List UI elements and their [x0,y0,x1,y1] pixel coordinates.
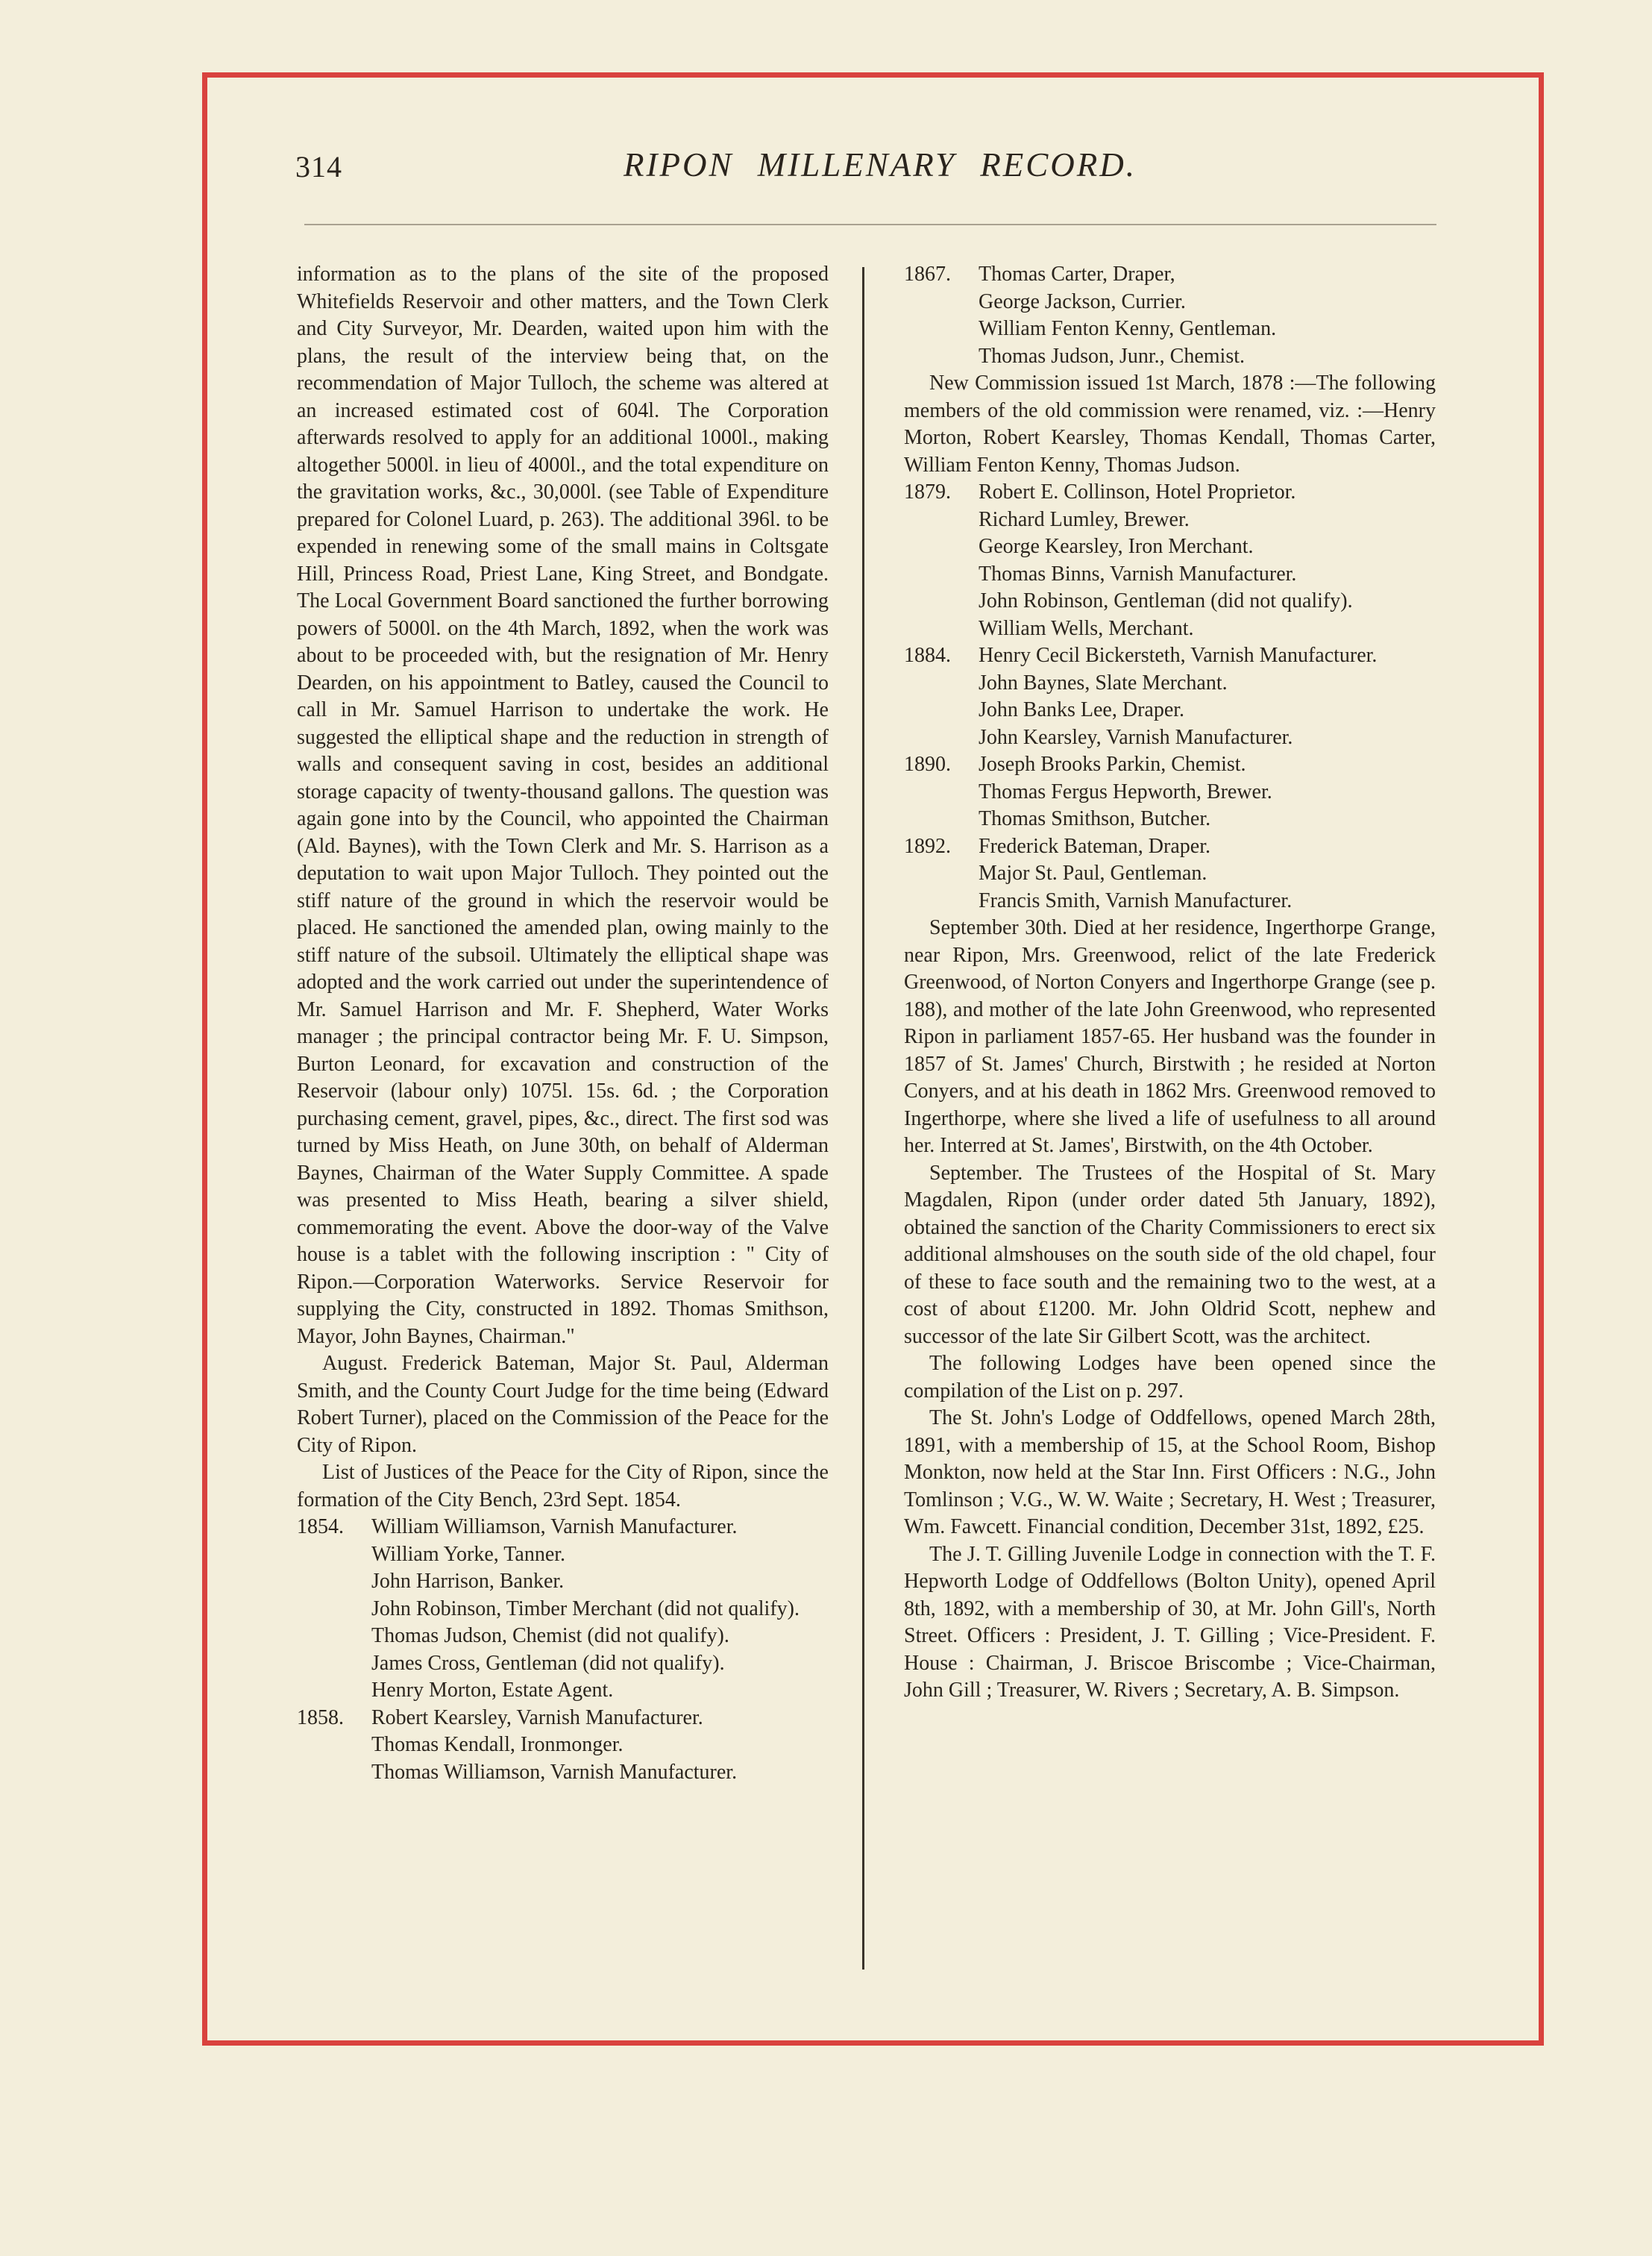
justice-name: Henry Morton, Estate Agent. [371,1679,614,1702]
entry-year: 1867. [904,263,951,286]
entry-year: 1890. [904,753,951,776]
justice-name: Thomas Fergus Hepworth, Brewer. [979,780,1272,803]
justice-name: Thomas Smithson, Butcher. [979,807,1211,830]
justice-name: Henry Cecil Bickersteth, Varnish Manufacturer. [979,644,1378,667]
justices-entry-1854 [297,1514,829,1705]
justice-name: Thomas Judson, Chemist (did not qualify). [371,1624,729,1647]
justice-name: Robert Kearsley, Varnish Manufacturer. [371,1705,703,1729]
greenwood-obituary-paragraph: September 30th. Died at her residence, Ingerthorpe Grange, near Ripon, Mrs. Greenwood, relict of the late Frederick Greenwood, of Norton Conyers and Ingerthorpe Grange (see p. 188), and mother of the late John Greenwood, who represented Ripon in parliament 1857-65. Her husband was the founder in 1857 of St. James' Church, Birstwith ; he resided at Norton Conyers, and at his death in 1862 Mrs. Greenwood removed to Ingerthorpe, where she lived a life of usefulness to all around her. Interred at St. James', Birstwith, on the 4th October. [904,916,1436,1157]
justices-entry-1890 [904,751,1436,833]
justice-name: John Kearsley, Varnish Manufacturer. [979,725,1293,749]
justice-name: Thomas Judson, Junr., Chemist. [979,344,1246,368]
justice-name: John Robinson, Gentleman (did not qualify). [979,589,1353,612]
st-johns-lodge-paragraph: The St. John's Lodge of Oddfellows, opened March 28th, 1891, with a membership of 15, at the School Room, Bishop Monkton, now held at the Star Inn. First Officers : N.G., John Tomlinson ; V.G., W. W. Waite ; Secretary, H. West ; Treasurer, Wm. Fawcett. Financial condition, December 31st, 1892, £25. [904,1406,1436,1538]
justice-name: William Williamson, Varnish Manufacturer. [371,1515,738,1538]
entry-year: 1884. [904,644,951,667]
new-commission-paragraph: New Commission issued 1st March, 1878 :—The following members of the old commission were renamed, viz. :—Henry Morton, Robert Kearsley, Thomas Kendall, Thomas Carter, William Fenton Kenny, Thomas Judson. [904,372,1436,477]
almshouses-paragraph: September. The Trustees of the Hospital of St. Mary Magdalen, Ripon (under order dated 5th January, 1892), obtained the sanction of the Charity Commissioners to erect six additional almshouses on the south side of the old chapel, four of these to face south and the remaining two to the west, at a cost of about £1200. Mr. John Oldrid Scott, nephew and successor of the late Sir Gilbert Scott, was the architect. [904,1161,1436,1348]
justice-name: George Jackson, Currier. [979,289,1186,313]
justice-name: William Yorke, Tanner. [371,1542,566,1566]
justice-name: Thomas Kendall, Ironmonger. [371,1733,624,1756]
header-rule [304,224,1436,225]
justice-name: William Fenton Kenny, Gentleman. [979,317,1277,340]
justice-name: Thomas Williamson, Varnish Manufacturer. [371,1760,738,1784]
reservoir-paragraph: information as to the plans of the site of the proposed Whitefields Reservoir and other matters, and the Town Clerk and City Surveyor, Mr. Dearden, waited upon him with the plans, the result of the interview being that, on the recommendation of Major Tulloch, the scheme was altered at an increased estimated cost of 604l. The Corporation afterwards resolved to apply for an additional 1000l., making altogether 5000l. in lieu of 4000l., and the total expenditure on the gravitation works, &c., 30,000l. (see Table of Expenditure prepared for Colonel Luard, p. 263). The additional 396l. to be expended in renewing some of the small mains in Coltsgate Hill, Princess Road, Priest Lane, King Street, and Bondgate. The Local Government Board sanctioned the further borrowing powers of 5000l. on the 4th March, 1892, when the work was about to be proceeded with, but the resignation of Mr. Henry Dearden, on his appointment to Batley, caused the Council to call in Mr. Samuel Harrison to undertake the work. He suggested the elliptical shape and the reduction in strength of walls and consequent saving in cost, besides an additional storage capacity of twenty-thousand gallons. The question was again gone into by the Council, who appointed the Chairman (Ald. Baynes), with the Town Clerk and Mr. S. Harrison as a deputation to wait upon Major Tulloch. They pointed out the stiff nature of the ground in which the reservoir would be placed. He sanctioned the amended plan, owing mainly to the stiff nature of the subsoil. Ultimately the elliptical shape was adopted and the work carried out under the superintendence of Mr. Samuel Harrison and Mr. F. Shepherd, Water Works manager ; the principal contractor being Mr. F. U. Simpson, Burton Leonard, for excavation and construction of the Reservoir (labour only) 1075l. 15s. 6d. ; the Corporation purchasing cement, gravel, pipes, &c., direct. The first sod was turned by Miss Heath, on June 30th, on behalf of Alderman Baynes, Chairman of the Water Supply Committee. A spade was presented to Miss Heath, bearing a silver shield, commemorating the event. Above the door-way of the Valve house is a tablet with the following inscription : " City of Ripon.—Corporation Waterworks. Service Reservoir for supplying the City, constructed in 1892. Thomas Smithson, Mayor, John Baynes, Chairman." [297,263,829,1348]
entry-year: 1858. [297,1705,344,1729]
justice-name: John Robinson, Timber Merchant (did not qualify). [371,1597,800,1620]
justice-name: William Wells, Merchant. [979,616,1194,640]
august-paragraph: August. Frederick Bateman, Major St. Paul, Alderman Smith, and the County Court Judge for the time being (Edward Robert Turner), placed on the Commission of the Peace for the City of Ripon. [297,1352,829,1457]
column-divider [862,267,864,1970]
justice-name: George Kearsley, Iron Merchant. [979,535,1254,558]
page-number: 314 [295,150,342,184]
justice-name: Frederick Bateman, Draper. [979,834,1210,858]
justices-entry-1884 [904,642,1436,751]
justice-name: Francis Smith, Varnish Manufacturer. [979,889,1293,912]
right-column [904,261,1436,1705]
justice-name: Thomas Carter, Draper, [979,263,1175,286]
justice-name: Thomas Binns, Varnish Manufacturer. [979,562,1297,586]
justice-name: Joseph Brooks Parkin, Chemist. [979,753,1246,776]
entry-year: 1892. [904,834,951,858]
left-column [297,261,829,1786]
justice-name: Robert E. Collinson, Hotel Proprietor. [979,480,1296,504]
justice-name: James Cross, Gentleman (did not qualify). [371,1651,725,1675]
justices-entry-1858 [297,1705,829,1787]
gilling-lodge-paragraph: The J. T. Gilling Juvenile Lodge in connection with the T. F. Hepworth Lodge of Oddfellows (Bolton Unity), opened April 8th, 1892, with a membership of 30, at Mr. John Gill's, North Street. Officers : President, J. T. Gilling ; Vice-President. F. House : Chairman, J. Briscoe Briscombe ; Vice-Chairman, John Gill ; Treasurer, W. Rivers ; Secretary, A. B. Simpson. [904,1542,1436,1702]
justice-name: Richard Lumley, Brewer. [979,507,1190,531]
justice-name: John Banks Lee, Draper. [979,698,1185,721]
running-title: RIPON MILLENARY RECORD. [624,146,1137,184]
justices-entry-1867 [904,261,1436,370]
justice-name: John Baynes, Slate Merchant. [979,671,1228,695]
justices-entry-1879 [904,479,1436,642]
entry-year: 1854. [297,1515,344,1538]
justices-entry-1892 [904,833,1436,915]
justices-heading: List of Justices of the Peace for the City of Ripon, since the formation of the City Bench, 23rd Sept. 1854. [297,1461,829,1511]
entry-year: 1879. [904,480,951,504]
lodges-intro-paragraph: The following Lodges have been opened since the compilation of the List on p. 297. [904,1352,1436,1403]
justice-name: Major St. Paul, Gentleman. [979,862,1207,885]
justice-name: John Harrison, Banker. [371,1570,565,1593]
